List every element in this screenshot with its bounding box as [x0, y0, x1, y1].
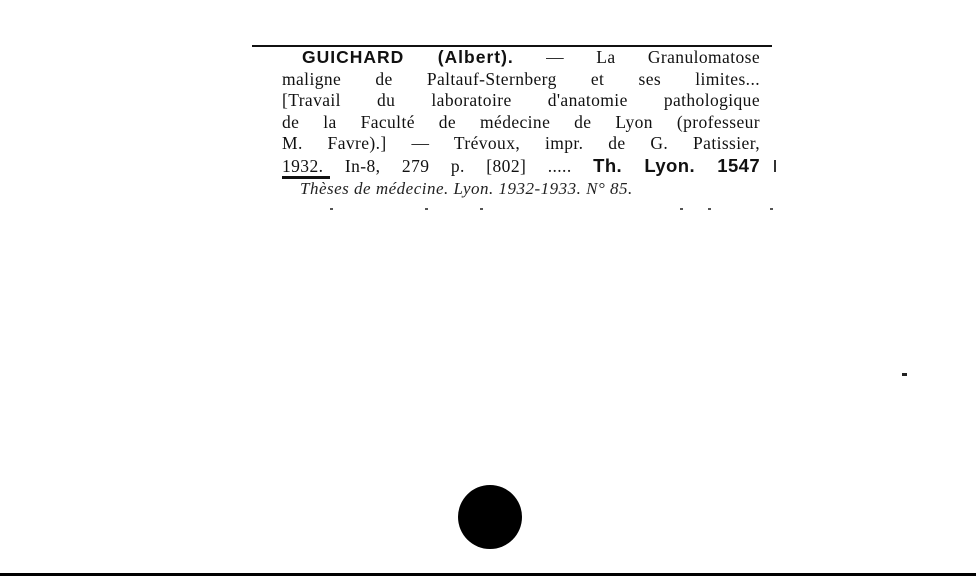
- bibliographic-entry: [282, 47, 760, 177]
- entry-line-6: [282, 155, 760, 178]
- entry-line-4: de la Faculté de médecine de Lyon (professeur: [282, 111, 760, 132]
- ink-speck: [902, 373, 907, 376]
- dotted-divider: [330, 208, 775, 210]
- shelfmark: Th. Lyon. 1547: [593, 154, 761, 176]
- imprint-details: 1932. In-8, 279 p. [802] .....: [282, 155, 572, 176]
- margin-mark: [774, 160, 776, 172]
- author-name: GUICHARD (Albert).: [302, 47, 514, 67]
- entry-line-2: maligne de Paltauf-Sternberg et ses limites...: [282, 68, 760, 89]
- series-note: Thèses de médecine. Lyon. 1932-1933. N° 85.: [300, 179, 633, 198]
- punch-hole: [458, 485, 522, 549]
- entry-line-5: M. Favre).] — Trévoux, impr. de G. Patissier,: [282, 133, 760, 153]
- entry-line-3: [Travail du laboratoire d'anatomie pathologique: [282, 90, 760, 110]
- entry-line-1: [282, 47, 760, 69]
- title-start: — La Granulomatose: [513, 47, 760, 67]
